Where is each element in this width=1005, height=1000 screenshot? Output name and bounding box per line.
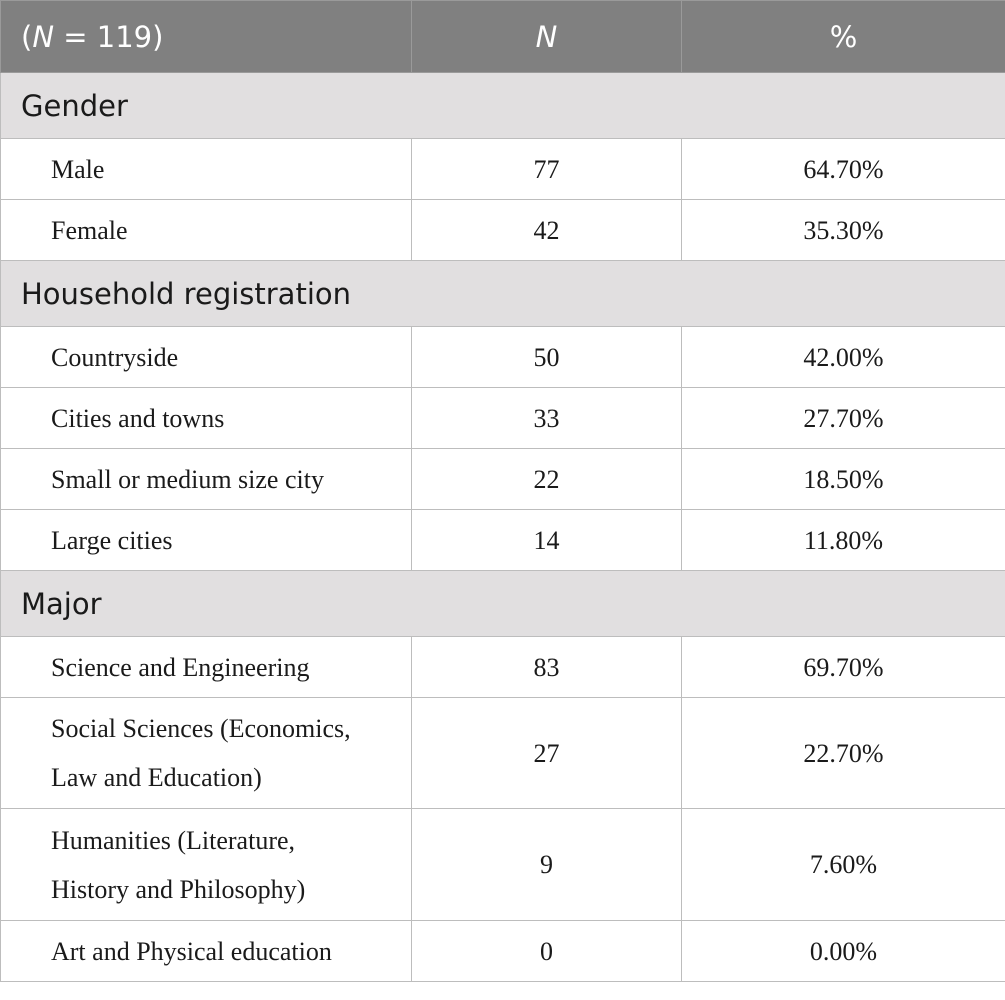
row-label: Art and Physical education: [1, 921, 412, 982]
row-n: 42: [412, 200, 682, 261]
table-row: [1, 327, 1005, 388]
header-n: N: [412, 1, 682, 73]
row-percent: 18.50%: [682, 449, 1005, 510]
row-percent: 0.00%: [682, 921, 1005, 982]
section-major: [1, 571, 1005, 637]
row-n: 27: [412, 698, 682, 809]
table-row: [1, 388, 1005, 449]
row-percent: 27.70%: [682, 388, 1005, 449]
row-label-line1: Social Sciences (Economics,: [51, 714, 351, 743]
row-percent: 69.70%: [682, 637, 1005, 698]
row-label: Cities and towns: [1, 388, 412, 449]
table-row: [1, 139, 1005, 200]
row-label: Male: [1, 139, 412, 200]
row-label: Large cities: [1, 510, 412, 571]
header-sample-size: (N = 119): [1, 1, 412, 73]
table-row: [1, 698, 1005, 809]
row-label: [1, 809, 412, 921]
row-percent: 42.00%: [682, 327, 1005, 388]
table-row: [1, 510, 1005, 571]
row-n: 33: [412, 388, 682, 449]
table-row: [1, 637, 1005, 698]
table-row: [1, 809, 1005, 921]
row-n: 83: [412, 637, 682, 698]
row-label-line1: Humanities (Literature,: [51, 825, 296, 855]
row-label: Small or medium size city: [1, 449, 412, 510]
row-percent: 64.70%: [682, 139, 1005, 200]
row-n: 50: [412, 327, 682, 388]
row-label: [1, 698, 412, 809]
table-row: [1, 449, 1005, 510]
row-label-line2: History and Philosophy): [51, 874, 306, 904]
section-gender: [1, 73, 1005, 139]
header-percent: %: [682, 1, 1005, 73]
row-percent: 7.60%: [682, 809, 1005, 921]
section-title: Gender: [1, 73, 1005, 139]
section-title: Household registration: [1, 261, 1005, 327]
row-n: 77: [412, 139, 682, 200]
row-label: Science and Engineering: [1, 637, 412, 698]
row-n: 22: [412, 449, 682, 510]
row-percent: 22.70%: [682, 698, 1005, 809]
row-percent: 35.30%: [682, 200, 1005, 261]
table-header-row: [1, 1, 1005, 73]
row-n: 14: [412, 510, 682, 571]
section-household-registration: [1, 261, 1005, 327]
row-n: 0: [412, 921, 682, 982]
row-n: 9: [412, 809, 682, 921]
row-percent: 11.80%: [682, 510, 1005, 571]
row-label-line2: Law and Education): [51, 763, 262, 792]
section-title: Major: [1, 571, 1005, 637]
row-label: Countryside: [1, 327, 412, 388]
table-row: [1, 921, 1005, 982]
table-row: [1, 200, 1005, 261]
row-label: Female: [1, 200, 412, 261]
